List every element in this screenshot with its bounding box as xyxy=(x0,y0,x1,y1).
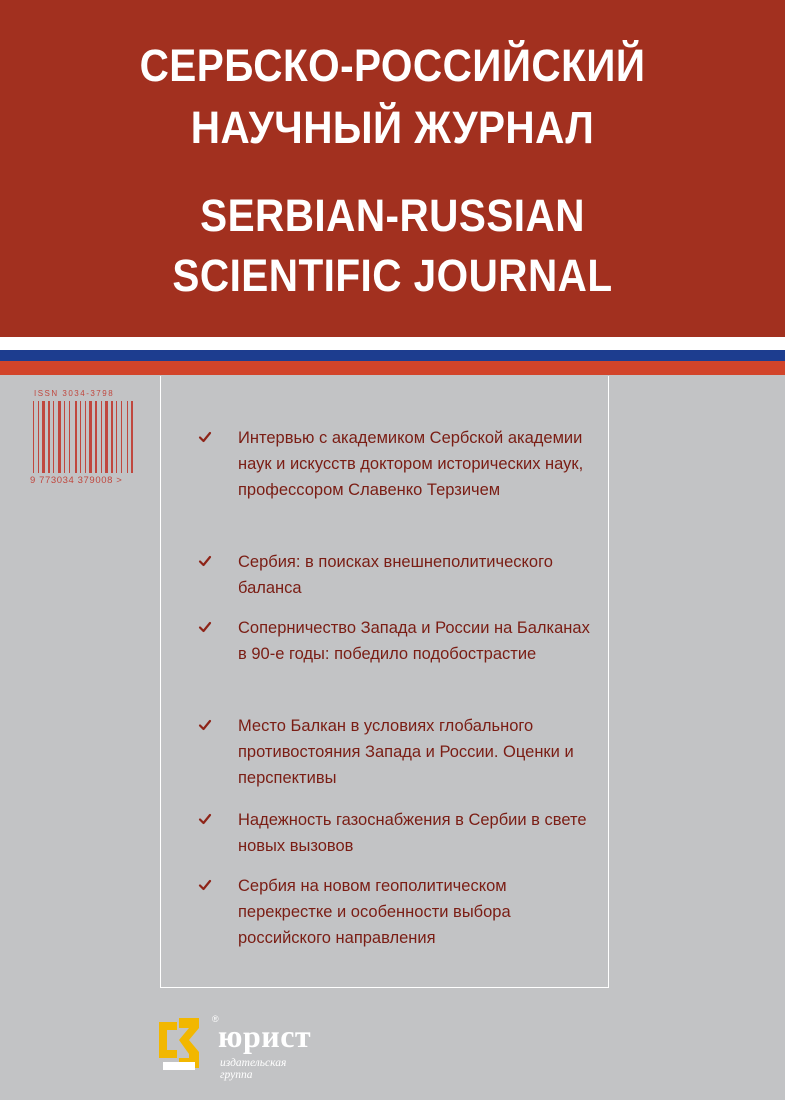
barcode-icon xyxy=(30,387,150,487)
journal-title-ru-line1: СЕРБСКО-РОССИЙСКИЙ xyxy=(139,40,646,91)
publisher-subtitle-line2: группа xyxy=(220,1069,253,1081)
check-icon xyxy=(198,620,212,634)
list-item-text: Сербия: в поисках внешнеполитического баланса xyxy=(238,553,553,597)
publisher-subtitle-line1: издательская xyxy=(220,1057,287,1069)
flag-stripe-red xyxy=(0,361,785,375)
check-icon xyxy=(198,878,212,892)
list-item-text: Интервью с академиком Сербской академии наук и искусств доктором исторических наук, профессором Славенко Терзичем xyxy=(238,429,584,499)
journal-title-en-line2: SCIENTIFIC JOURNAL xyxy=(172,250,613,301)
check-icon xyxy=(198,554,212,568)
check-icon xyxy=(198,430,212,444)
publisher-name: юрист xyxy=(218,1018,312,1054)
check-icon xyxy=(198,812,212,826)
registered-mark: ® xyxy=(212,1014,219,1024)
flag-stripe-white xyxy=(0,337,785,350)
list-item-text: Сербия на новом геополитическом перекрестке и особенности выбора российского направления xyxy=(238,877,511,947)
check-icon xyxy=(198,718,212,732)
list-item-text: Соперничество Запада и России на Балканах в 90-е годы: победило подобострастие xyxy=(238,619,590,663)
barcode-number: 9 773034 379008 > xyxy=(30,475,123,486)
list-item-text: Место Балкан в условиях глобального противостояния Запада и России. Оценки и перспективы xyxy=(238,717,574,787)
flag-stripe-blue xyxy=(0,350,785,361)
list-item-text: Надежность газоснабжения в Сербии в свете новых вызовов xyxy=(238,811,587,855)
journal-title-ru-line2: НАУЧНЫЙ ЖУРНАЛ xyxy=(190,102,595,153)
issn-label: ISSN 3034-3798 xyxy=(34,389,115,398)
journal-title-en-line1: SERBIAN-RUSSIAN xyxy=(200,190,585,241)
